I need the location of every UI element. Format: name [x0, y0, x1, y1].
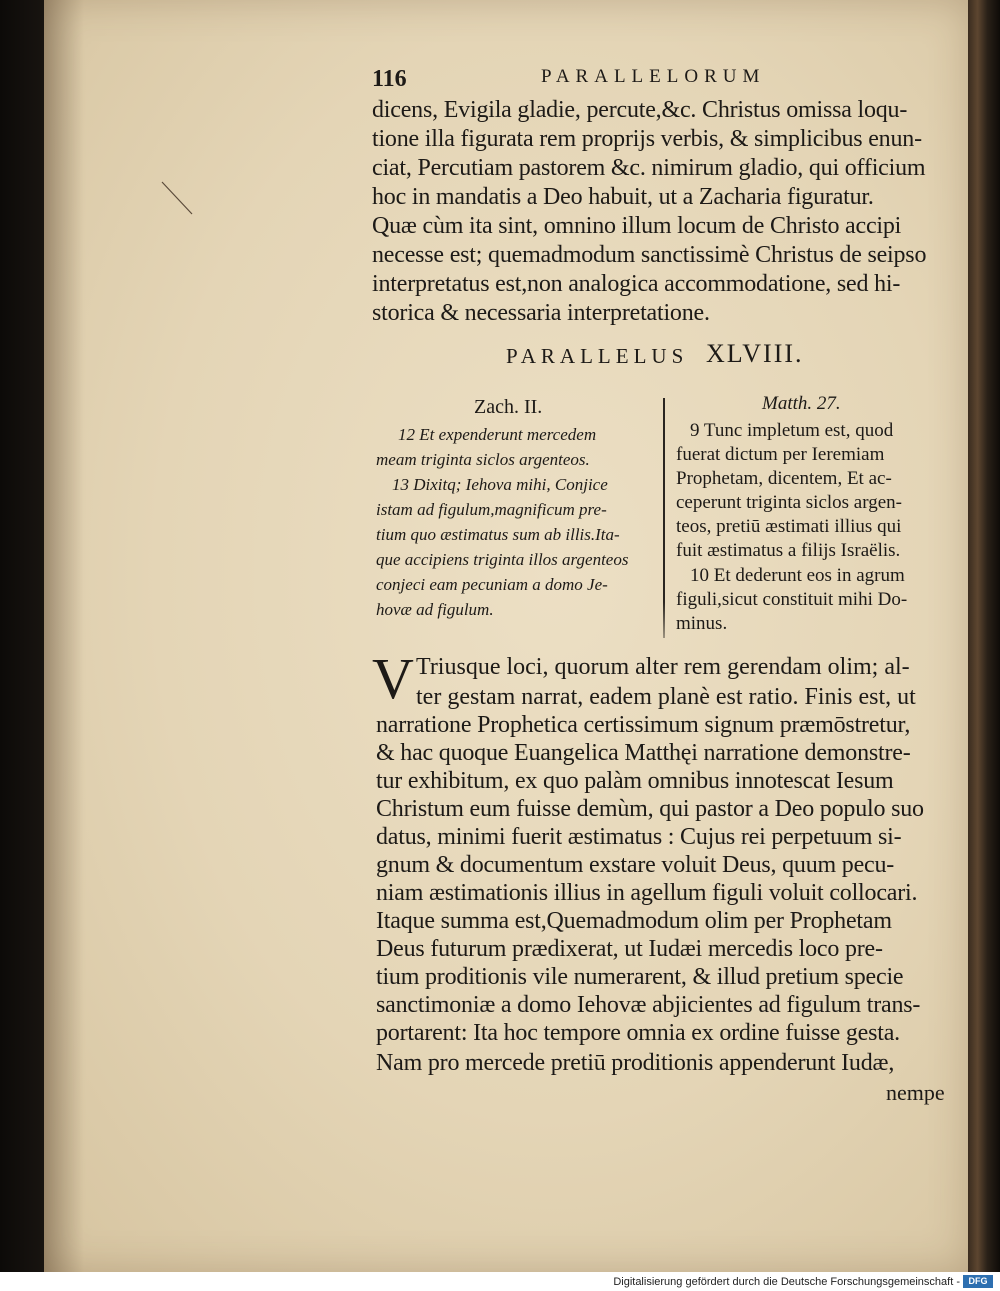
- main-paragraph-line: tium proditionis vile numerarent, & illud pretium specie: [376, 964, 904, 990]
- section-heading-number: XLVIII.: [706, 339, 804, 368]
- right-column-line: 9 Tunc impletum est, quod: [690, 420, 894, 441]
- main-paragraph-line: Triusque loci, quorum alter rem gerendam olim; al-: [416, 654, 910, 680]
- main-paragraph-line: datus, minimi fuerit æstimatus : Cujus rei perpetuum si-: [376, 824, 902, 850]
- right-column-line: Prophetam, dicentem, Et ac-: [676, 468, 892, 489]
- scan-left-edge: [0, 0, 44, 1272]
- main-paragraph-line: sanctimoniæ a domo Iehovæ abjicientes ad figulum trans-: [376, 992, 921, 1018]
- running-title: PARALLELORUM: [541, 66, 766, 87]
- right-column-line: fuerat dictum per Ieremiam: [676, 444, 885, 465]
- left-column-line: meam triginta siclos argenteos.: [376, 450, 590, 469]
- page-number: 116: [372, 66, 407, 92]
- drop-cap: V: [372, 646, 414, 711]
- top-paragraph-line: dicens, Evigila gladie, percute,&c. Christus omissa loqu-: [372, 97, 908, 123]
- top-paragraph-line: tione illa figurata rem proprijs verbis, & simplicibus enun-: [372, 126, 922, 152]
- catchword: nempe: [886, 1080, 945, 1105]
- right-column-line: 10 Et dederunt eos in agrum: [690, 565, 905, 586]
- main-paragraph-line: tur exhibitum, ex quo palàm omnibus innotescat Iesum: [376, 768, 894, 794]
- left-column-line: hovæ ad figulum.: [376, 600, 494, 619]
- top-paragraph-line: storica & necessaria interpretatione.: [372, 300, 710, 326]
- funding-note: Digitalisierung gefördert durch die Deutsche Forschungsgemeinschaft -: [613, 1276, 960, 1288]
- right-column-title: Matth. 27.: [762, 393, 841, 414]
- main-paragraph-line: gnum & documentum exstare voluit Deus, quum pecu-: [376, 852, 895, 878]
- main-paragraph-line: & hac quoque Euangelica Matthęi narratione demonstre-: [376, 740, 911, 766]
- left-column-line: 12 Et expenderunt mercedem: [398, 425, 597, 444]
- right-column-line: teos, pretiū æstimati illius qui: [676, 516, 902, 537]
- right-column-line: fuit æstimatus a filijs Israëlis.: [676, 540, 901, 561]
- page-gutter-shadow: [44, 0, 84, 1272]
- column-divider: [663, 398, 665, 638]
- main-paragraph-line: narratione Prophetica certissimum signum præmōstretur,: [376, 712, 911, 738]
- top-paragraph-line: hoc in mandatis a Deo habuit, ut a Zacharia figuratur.: [372, 184, 874, 210]
- left-column-line: 13 Dixitq; Iehova mihi, Conjice: [392, 475, 608, 494]
- left-column-line: conjeci eam pecuniam a domo Je-: [376, 575, 608, 594]
- main-paragraph-line: ter gestam narrat, eadem planè est ratio. Finis est, ut: [416, 684, 916, 710]
- right-column-line: ceperunt triginta siclos argen-: [676, 492, 902, 513]
- left-column-line: que accipiens triginta illos argenteos: [376, 550, 629, 569]
- right-column-line: minus.: [676, 613, 728, 634]
- main-paragraph-line: portarent: Ita hoc tempore omnia ex ordine fuisse gesta.: [376, 1020, 900, 1046]
- main-paragraph-line: Deus futurum prædixerat, ut Iudæi mercedis loco pre-: [376, 936, 883, 962]
- main-paragraph-line: niam æstimationis illius in agellum figuli voluit collocari.: [376, 880, 918, 906]
- left-column-line: istam ad figulum,magnificum pre-: [376, 500, 607, 519]
- top-paragraph-line: Quæ cùm ita sint, omnino illum locum de Christo accipi: [372, 213, 902, 239]
- top-paragraph-line: necesse est; quemadmodum sanctissimè Christus de seipso: [372, 242, 927, 268]
- paper-mark: [160, 180, 200, 220]
- scan-right-edge: [968, 0, 1000, 1272]
- top-paragraph-line: interpretatus est,non analogica accommodatione, sed hi-: [372, 271, 901, 297]
- left-column-line: tium quo æstimatus sum ab illis.Ita-: [376, 525, 620, 544]
- left-column-title: Zach. II.: [474, 396, 543, 418]
- top-paragraph-line: ciat, Percutiam pastorem &c. nimirum gladio, qui officium: [372, 155, 926, 181]
- right-column-line: figuli,sicut constituit mihi Do-: [676, 589, 908, 610]
- main-paragraph-line: Nam pro mercede pretiū proditionis appenderunt Iudæ,: [376, 1050, 895, 1076]
- dfg-logo-icon: DFG: [963, 1275, 993, 1288]
- main-paragraph-line: Christum eum fuisse demùm, qui pastor a Deo populo suo: [376, 796, 924, 822]
- section-heading-label: PARALLELUS: [506, 344, 689, 368]
- main-paragraph-line: Itaque summa est,Quemadmodum olim per Prophetam: [376, 908, 892, 934]
